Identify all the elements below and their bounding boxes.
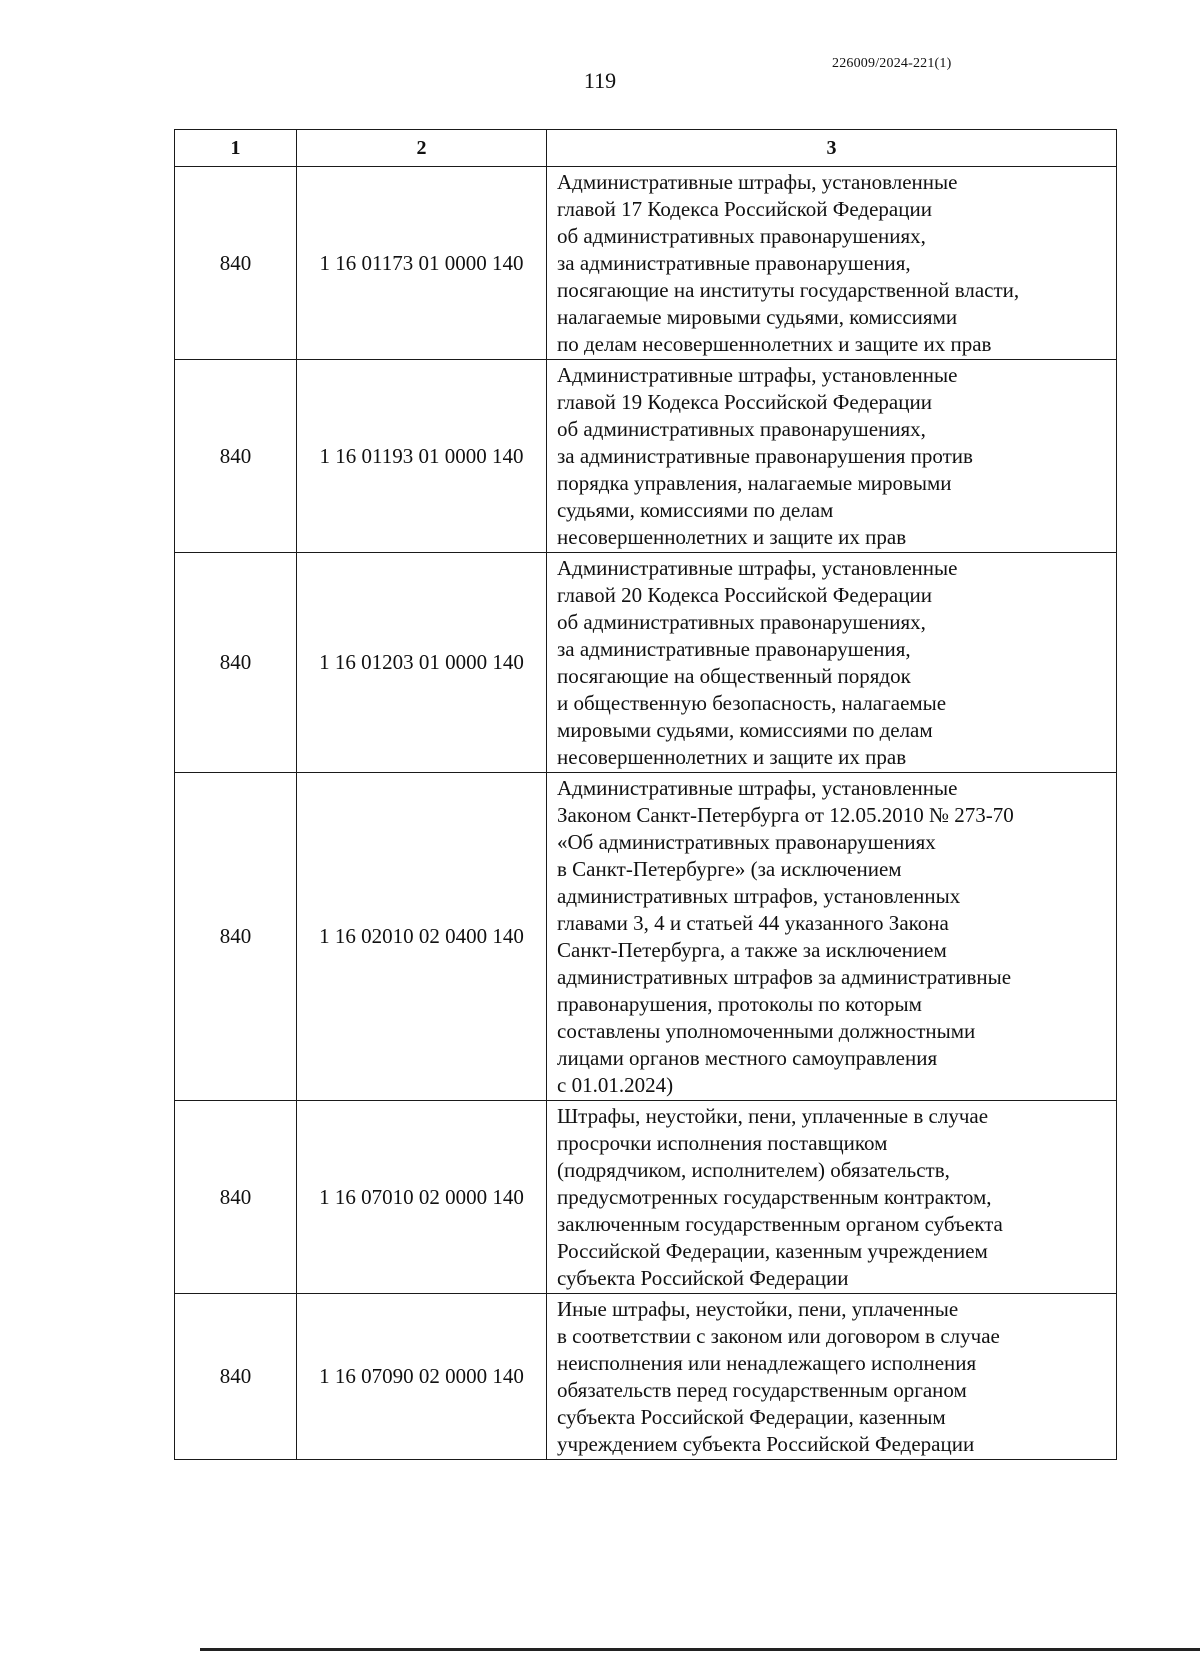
description-line: неисполнения или ненадлежащего исполнения: [557, 1351, 977, 1375]
admin-code-cell: 840: [175, 553, 297, 773]
table-row: [175, 360, 1117, 553]
description-line: в соответствии с законом или договором в случае: [557, 1324, 1000, 1348]
description-cell: [547, 1294, 1117, 1460]
description-line: заключенным государственным органом субъекта: [557, 1212, 1003, 1236]
description-line: и общественную безопасность, налагаемые: [557, 691, 947, 715]
description-line: лицами органов местного самоуправления: [557, 1046, 938, 1070]
description-line: Иные штрафы, неустойки, пени, уплаченные: [557, 1297, 959, 1321]
description-line: Законом Санкт-Петербурга от 12.05.2010 № 273-70: [557, 803, 1014, 827]
table-row: [175, 1294, 1117, 1460]
description-line: главами 3, 4 и статьей 44 указанного Закона: [557, 911, 949, 935]
description-cell: [547, 1101, 1117, 1294]
description-line: просрочки исполнения поставщиком: [557, 1131, 888, 1155]
description-line: составлены уполномоченными должностными: [557, 1019, 976, 1043]
description-line: предусмотренных государственным контрактом,: [557, 1185, 992, 1209]
description-line: субъекта Российской Федерации: [557, 1266, 849, 1290]
description-line: об административных правонарушениях,: [557, 224, 926, 248]
budget-code-cell: 1 16 07090 02 0000 140: [297, 1294, 547, 1460]
description-line: порядка управления, налагаемые мировыми: [557, 471, 952, 495]
table-row: [175, 553, 1117, 773]
budget-code-cell: 1 16 02010 02 0400 140: [297, 773, 547, 1101]
admin-code-cell: 840: [175, 167, 297, 360]
description-line: посягающие на институты государственной власти,: [557, 278, 1020, 302]
description-line: за административные правонарушения,: [557, 637, 911, 661]
description-line: по делам несовершеннолетних и защите их прав: [557, 332, 992, 356]
description-cell: [547, 553, 1117, 773]
admin-code-cell: 840: [175, 773, 297, 1101]
column-header-3: 3: [547, 130, 1117, 167]
column-header-2: 2: [297, 130, 547, 167]
budget-code-cell: 1 16 01203 01 0000 140: [297, 553, 547, 773]
description-line: в Санкт-Петербурге» (за исключением: [557, 857, 902, 881]
description-line: с 01.01.2024): [557, 1073, 674, 1097]
description-line: обязательств перед государственным органом: [557, 1378, 967, 1402]
description-line: Административные штрафы, установленные: [557, 556, 958, 580]
description-cell: [547, 167, 1117, 360]
description-line: несовершеннолетних и защите их прав: [557, 745, 907, 769]
description-line: Штрафы, неустойки, пени, уплаченные в случае: [557, 1104, 989, 1128]
description-line: об административных правонарушениях,: [557, 417, 926, 441]
table-row: [175, 773, 1117, 1101]
description-line: субъекта Российской Федерации, казенным: [557, 1405, 946, 1429]
description-line: учреждением субъекта Российской Федерации: [557, 1432, 975, 1456]
budget-code-cell: 1 16 01173 01 0000 140: [297, 167, 547, 360]
description-line: Российской Федерации, казенным учреждением: [557, 1239, 988, 1263]
table-header-row: [175, 130, 1117, 167]
description-line: главой 20 Кодекса Российской Федерации: [557, 583, 932, 607]
description-line: административных штрафов за административные: [557, 965, 1012, 989]
description-line: правонарушения, протоколы по которым: [557, 992, 922, 1016]
table-row: [175, 167, 1117, 360]
description-line: (подрядчиком, исполнителем) обязательств,: [557, 1158, 950, 1182]
description-line: за административные правонарушения против: [557, 444, 973, 468]
description-line: налагаемые мировыми судьями, комиссиями: [557, 305, 958, 329]
description-line: главой 19 Кодекса Российской Федерации: [557, 390, 932, 414]
column-header-1: 1: [175, 130, 297, 167]
description-line: «Об административных правонарушениях: [557, 830, 936, 854]
description-line: судьями, комиссиями по делам: [557, 498, 834, 522]
description-line: об административных правонарушениях,: [557, 610, 926, 634]
admin-code-cell: 840: [175, 1294, 297, 1460]
description-cell: [547, 773, 1117, 1101]
scan-edge-line: [200, 1648, 1200, 1651]
description-line: административных штрафов, установленных: [557, 884, 961, 908]
description-line: Административные штрафы, установленные: [557, 776, 958, 800]
budget-code-cell: 1 16 07010 02 0000 140: [297, 1101, 547, 1294]
table-row: [175, 1101, 1117, 1294]
description-line: мировыми судьями, комиссиями по делам: [557, 718, 933, 742]
document-number: 226009/2024-221(1): [832, 56, 952, 71]
page-number: 119: [583, 68, 617, 93]
description-line: за административные правонарушения,: [557, 251, 911, 275]
description-line: несовершеннолетних и защите их прав: [557, 525, 907, 549]
description-line: Санкт-Петербурга, а также за исключением: [557, 938, 947, 962]
admin-code-cell: 840: [175, 360, 297, 553]
budget-code-cell: 1 16 01193 01 0000 140: [297, 360, 547, 553]
description-line: главой 17 Кодекса Российской Федерации: [557, 197, 932, 221]
description-cell: [547, 360, 1117, 553]
description-line: посягающие на общественный порядок: [557, 664, 911, 688]
description-line: Административные штрафы, установленные: [557, 170, 958, 194]
description-line: Административные штрафы, установленные: [557, 363, 958, 387]
admin-code-cell: 840: [175, 1101, 297, 1294]
codes-table: [174, 129, 1117, 1460]
